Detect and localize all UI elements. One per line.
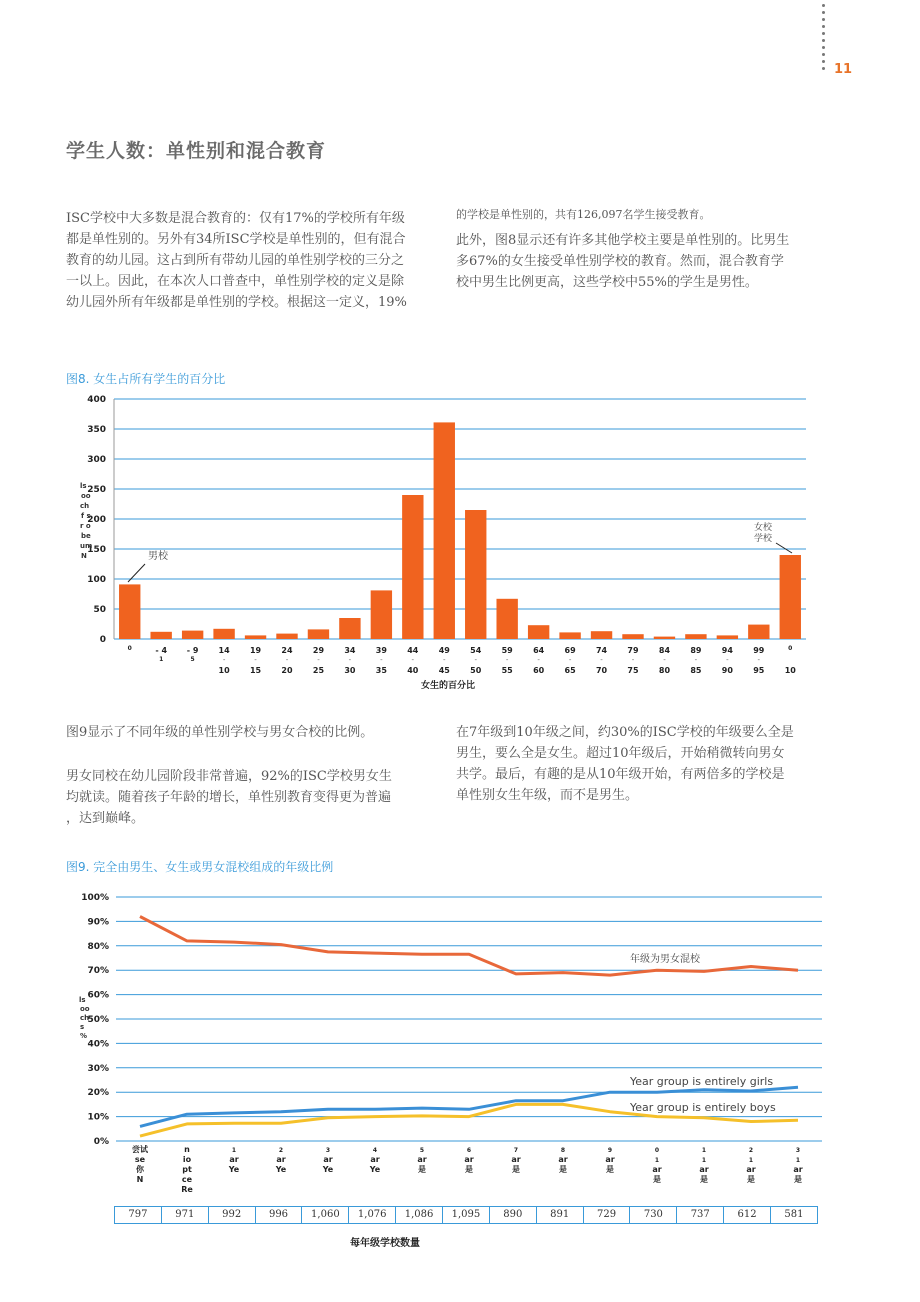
x-axis-label: 女生的百分比 xyxy=(420,681,476,691)
x-tick-label: 74 xyxy=(595,646,608,655)
count-cell: 992 xyxy=(208,1207,255,1223)
x-tick-label: 84 xyxy=(658,646,671,655)
x-tick-label: N xyxy=(136,1175,144,1184)
x-tick-dash: - xyxy=(411,656,415,664)
x-tick-label: 1 xyxy=(795,1157,801,1164)
annotation-girls-school: 女校 xyxy=(754,523,773,533)
annotation-leader-line xyxy=(776,543,792,553)
y-axis-label-fragment: r o xyxy=(80,522,91,530)
x-tick-dash: - xyxy=(285,656,289,664)
bar xyxy=(465,510,486,639)
x-tick-label: Ye xyxy=(322,1165,334,1174)
x-tick-label: 49 xyxy=(438,646,450,655)
x-tick-label: 1 xyxy=(231,1147,237,1154)
x-tick-label: 64 xyxy=(533,646,545,655)
y-axis-label-fragment: ch xyxy=(80,502,90,510)
y-tick-label: 40% xyxy=(87,1039,109,1050)
bar xyxy=(182,631,203,639)
y-tick-label: 80% xyxy=(87,941,109,952)
x-tick-label: ar xyxy=(276,1155,286,1164)
x-tick-label: 0 xyxy=(127,645,132,652)
x-tick-label: 是 xyxy=(559,1165,567,1174)
x-tick-label: 20 xyxy=(281,666,293,675)
x-tick-label: 90 xyxy=(721,666,733,675)
x-tick-label: 5 xyxy=(419,1147,425,1154)
x-tick-label: 是 xyxy=(700,1175,708,1184)
x-tick-label: 你 xyxy=(136,1165,144,1174)
intro-right-paragraph xyxy=(456,230,826,293)
bar xyxy=(245,635,266,639)
x-tick-label: - 9 xyxy=(186,646,199,655)
page-number: 11 xyxy=(834,62,853,77)
bar xyxy=(339,618,360,639)
x-tick-label: Ye xyxy=(228,1165,240,1174)
x-tick-label: 是 xyxy=(794,1175,802,1184)
section-title: 学生人数：单性别和混合教育 xyxy=(66,140,327,162)
x-tick-label: 75 xyxy=(627,666,639,675)
y-axis-label-fragment: s xyxy=(80,1023,85,1031)
intro-left-paragraph xyxy=(66,208,436,313)
x-tick-label: 8 xyxy=(560,1147,566,1154)
x-tick-label: 4 xyxy=(372,1147,378,1154)
x-tick-label: 50 xyxy=(470,666,482,675)
x-tick-label: 30 xyxy=(344,666,356,675)
x-tick-label: 1 xyxy=(701,1147,707,1154)
x-tick-label: ar xyxy=(229,1155,239,1164)
x-tick-label: 是 xyxy=(606,1165,614,1174)
y-tick-label: 50 xyxy=(93,605,106,615)
x-tick-label: ar xyxy=(605,1155,615,1164)
bar xyxy=(150,632,171,639)
bar xyxy=(591,631,612,639)
middle-left-line1: 图9显示了不同年级的单性别学校与男女合校的比例。 xyxy=(66,725,374,740)
x-tick-label: 9 xyxy=(607,1147,613,1154)
x-tick-label: Re xyxy=(181,1185,193,1194)
x-tick-label: ar xyxy=(370,1155,380,1164)
y-axis-label-fragment: ls xyxy=(79,996,86,1004)
x-tick-dash: - xyxy=(380,656,383,664)
x-tick-dash: - xyxy=(568,656,572,664)
decorative-dots xyxy=(822,4,825,74)
count-cell: 1,076 xyxy=(348,1207,395,1223)
x-tick-label: 34 xyxy=(344,646,356,655)
series-label-mixed: 年级为男女混校 xyxy=(630,954,700,965)
y-tick-label: 30% xyxy=(87,1063,109,1074)
x-tick-label: 6 xyxy=(466,1147,472,1154)
x-tick-label: 0 xyxy=(654,1147,660,1154)
x-tick-dash: - xyxy=(694,656,698,664)
x-tick-dash: - xyxy=(631,656,635,664)
x-tick-label: 1 xyxy=(159,656,164,663)
bar xyxy=(622,634,643,639)
bar xyxy=(496,599,517,639)
x-tick-label: 29 xyxy=(312,646,325,655)
x-tick-label: ar xyxy=(746,1165,756,1174)
x-tick-label: 65 xyxy=(564,666,576,675)
intro-left-line: 教育的幼儿园。这占到所有带幼儿园的单性别学校的三分之 xyxy=(66,253,405,268)
y-axis-label-fragment: N xyxy=(81,552,87,560)
x-tick-label: 54 xyxy=(470,646,482,655)
y-tick-label: 10% xyxy=(87,1112,109,1123)
x-tick-dash: - xyxy=(505,656,509,664)
x-tick-dash: - xyxy=(726,656,729,664)
x-tick-label: 19 xyxy=(249,646,262,655)
middle-left-line: 男女同校在幼儿园阶段非常普遍，92%的ISC学校男女生 xyxy=(66,769,392,784)
x-tick-label: 80 xyxy=(658,666,671,675)
y-tick-label: 100% xyxy=(81,893,109,903)
y-axis-label-fragment: um xyxy=(80,542,93,550)
x-tick-label: 2 xyxy=(748,1147,754,1154)
bar xyxy=(402,495,423,639)
fig9-line-chart xyxy=(0,880,920,1200)
middle-right-line: 单性别女生年级，而不是男生。 xyxy=(456,788,639,803)
x-tick-dash: - xyxy=(474,656,477,664)
fig8-caption: 图8. 女生占所有学生的百分比 xyxy=(66,372,226,386)
y-axis-label-fragment: oo xyxy=(80,1005,90,1013)
x-tick-label: 是 xyxy=(465,1165,473,1174)
x-tick-label: 99 xyxy=(753,646,765,655)
x-tick-label: Ye xyxy=(369,1165,381,1174)
bar xyxy=(119,584,140,639)
count-cell: 729 xyxy=(583,1207,630,1223)
x-tick-label: 1 xyxy=(701,1157,707,1164)
count-cell: 730 xyxy=(629,1207,676,1223)
x-tick-label: ar xyxy=(323,1155,333,1164)
x-tick-label: 95 xyxy=(753,666,765,675)
x-tick-dash: - xyxy=(254,656,257,664)
intro-right-line: 此外，图8显示还有许多其他学校主要是单性别的。比男生 xyxy=(456,233,790,248)
x-tick-label: ar xyxy=(558,1155,568,1164)
x-tick-dash: - xyxy=(222,656,226,664)
bar xyxy=(213,629,234,639)
y-axis-label-fragment: oo xyxy=(81,492,91,500)
annotation-girls-school: 学校 xyxy=(754,534,773,544)
x-tick-label: n xyxy=(184,1145,190,1154)
bar xyxy=(685,634,706,639)
x-tick-label: 44 xyxy=(407,646,419,655)
middle-right-line: 共学。最后，有趣的是从10年级开始，有两倍多的学校是 xyxy=(456,767,785,782)
count-cell: 581 xyxy=(770,1207,817,1223)
middle-left-line: 均就读。随着孩子年龄的增长，单性别教育变得更为普遍 xyxy=(66,790,392,805)
intro-left-line: 都是单性别的。另外有34所ISC学校是单性别的，但有混合 xyxy=(66,232,406,247)
x-tick-label: 79 xyxy=(627,646,639,655)
y-tick-label: 70% xyxy=(87,966,109,977)
intro-right-line: 多67%的女生接受单性别学校的教育。然而，混合教育学 xyxy=(456,254,784,269)
x-tick-label: 是 xyxy=(418,1165,426,1174)
bar xyxy=(748,625,769,639)
x-tick-label: 45 xyxy=(438,666,450,675)
intro-right-line: 校中男生比例更高，这些学校中55%的学生是男性。 xyxy=(456,275,758,290)
y-axis-label-fragment: be xyxy=(81,532,91,540)
bar xyxy=(371,590,392,639)
intro-left-line: ISC学校中大多数是混合教育的：仅有17%的学校所有年级 xyxy=(66,211,405,226)
x-tick-label: 7 xyxy=(513,1147,519,1154)
count-cell: 996 xyxy=(255,1207,302,1223)
x-tick-label: 是 xyxy=(747,1175,755,1184)
x-tick-dash: - xyxy=(600,656,603,664)
x-tick-label: ar xyxy=(699,1165,709,1174)
x-tick-label: 70 xyxy=(595,666,608,675)
y-axis-label-fragment: % xyxy=(80,1032,88,1040)
x-tick-label: 尝试 xyxy=(132,1145,148,1154)
y-tick-label: 200 xyxy=(87,515,106,525)
count-cell: 1,095 xyxy=(442,1207,489,1223)
x-tick-label: - 4 xyxy=(155,646,168,655)
x-tick-label: 85 xyxy=(690,666,702,675)
series-label-girls: Year group is entirely girls xyxy=(630,1075,774,1088)
x-tick-label: 69 xyxy=(564,646,576,655)
y-tick-label: 250 xyxy=(87,485,106,495)
middle-left-line: ，达到巅峰。 xyxy=(66,811,145,826)
x-tick-label: 59 xyxy=(501,646,513,655)
x-tick-label: ar xyxy=(511,1155,521,1164)
y-tick-label: 150 xyxy=(87,545,106,555)
x-tick-label: 35 xyxy=(375,666,387,675)
x-tick-label: 40 xyxy=(407,666,419,675)
count-cell: 737 xyxy=(676,1207,723,1223)
y-tick-label: 20% xyxy=(87,1088,109,1099)
count-cell: 1,060 xyxy=(301,1207,348,1223)
bar xyxy=(276,634,297,639)
table-caption: 每年级学校数量 xyxy=(350,1238,420,1249)
x-tick-label: 39 xyxy=(375,646,387,655)
y-tick-label: 60% xyxy=(87,990,109,1001)
x-tick-label: 5 xyxy=(190,656,195,663)
y-tick-label: 300 xyxy=(87,455,106,465)
x-tick-label: 89 xyxy=(690,646,702,655)
x-tick-label: se xyxy=(134,1155,146,1164)
y-tick-label: 400 xyxy=(87,395,106,405)
middle-left-paragraph xyxy=(66,766,436,829)
x-tick-label: 25 xyxy=(312,666,325,675)
x-tick-label: pt xyxy=(182,1165,192,1174)
x-tick-label: ar xyxy=(464,1155,474,1164)
x-tick-label: 14 xyxy=(218,646,230,655)
intro-right-small-line: 的学校是单性别的，共有126,097名学生接受教育。 xyxy=(456,208,711,221)
x-tick-label: 是 xyxy=(653,1175,661,1184)
x-tick-label: io xyxy=(182,1155,192,1164)
x-tick-label: 1 xyxy=(748,1157,754,1164)
fig8-bar-chart xyxy=(0,380,920,700)
intro-left-line: 一以上。因此，在本次人口普查中，单性别学校的定义是除 xyxy=(66,274,405,289)
intro-left-line: 幼儿园外所有年级都是单性别的学校。根据这一定义，19% xyxy=(66,295,407,310)
x-tick-dash: - xyxy=(317,656,320,664)
y-axis-label-fragment: ch xyxy=(80,1014,90,1022)
x-tick-label: 94 xyxy=(721,646,733,655)
x-tick-label: 60 xyxy=(533,666,545,675)
middle-right-line: 在7年级到10年级之间，约30%的ISC学校的年级要么全是 xyxy=(456,725,794,740)
bar xyxy=(654,637,675,639)
x-tick-label: 55 xyxy=(501,666,513,675)
x-tick-dash: - xyxy=(663,656,666,664)
x-tick-label: 3 xyxy=(795,1147,801,1154)
annotation-boys-school: 男校 xyxy=(148,551,168,562)
count-cell: 891 xyxy=(536,1207,583,1223)
series-label-boys: Year group is entirely boys xyxy=(630,1101,776,1114)
fig9-caption: 图9. 完全由男生、女生或男女混校组成的年级比例 xyxy=(66,860,334,874)
x-tick-dash: - xyxy=(348,656,352,664)
y-tick-label: 100 xyxy=(87,575,106,585)
x-tick-label: Ye xyxy=(275,1165,287,1174)
x-tick-label: 3 xyxy=(325,1147,331,1154)
x-tick-label: 15 xyxy=(249,666,262,675)
x-tick-label: ce xyxy=(181,1175,193,1184)
middle-right-line: 男生，要么全是女生。超过10年级后，开始稍微转向男女 xyxy=(456,746,785,761)
x-tick-label: ar xyxy=(793,1165,803,1174)
x-tick-label: ar xyxy=(652,1165,662,1174)
x-tick-label: 0 xyxy=(788,645,793,652)
bar xyxy=(780,555,801,639)
middle-right-paragraph xyxy=(456,722,826,806)
count-cell: 971 xyxy=(161,1207,208,1223)
bar xyxy=(717,635,738,639)
x-tick-label: 是 xyxy=(512,1165,520,1174)
bar xyxy=(528,625,549,639)
y-tick-label: 0% xyxy=(93,1137,109,1147)
x-tick-label: 24 xyxy=(281,646,293,655)
y-tick-label: 0 xyxy=(99,635,106,645)
bar xyxy=(559,632,580,639)
school-count-table xyxy=(114,1206,818,1224)
bar xyxy=(434,422,455,639)
x-tick-label: 10 xyxy=(784,666,796,675)
count-cell: 797 xyxy=(128,1209,148,1220)
x-tick-dash: - xyxy=(757,656,761,664)
count-cell: 1,086 xyxy=(395,1207,442,1223)
y-tick-label: 90% xyxy=(87,917,109,928)
x-tick-dash: - xyxy=(537,656,540,664)
x-tick-label: ar xyxy=(417,1155,427,1164)
y-tick-label: 50% xyxy=(87,1015,109,1025)
count-cell: 890 xyxy=(489,1207,536,1223)
x-tick-label: 2 xyxy=(278,1147,284,1154)
x-tick-label: 1 xyxy=(654,1157,660,1164)
y-tick-label: 350 xyxy=(87,425,106,435)
count-cell: 612 xyxy=(723,1207,770,1223)
y-axis-label-fragment: f s xyxy=(81,512,91,520)
x-tick-dash: - xyxy=(443,656,446,664)
bar xyxy=(308,629,329,639)
y-axis-label-fragment: ls xyxy=(80,482,87,490)
x-tick-label: 10 xyxy=(218,666,230,675)
